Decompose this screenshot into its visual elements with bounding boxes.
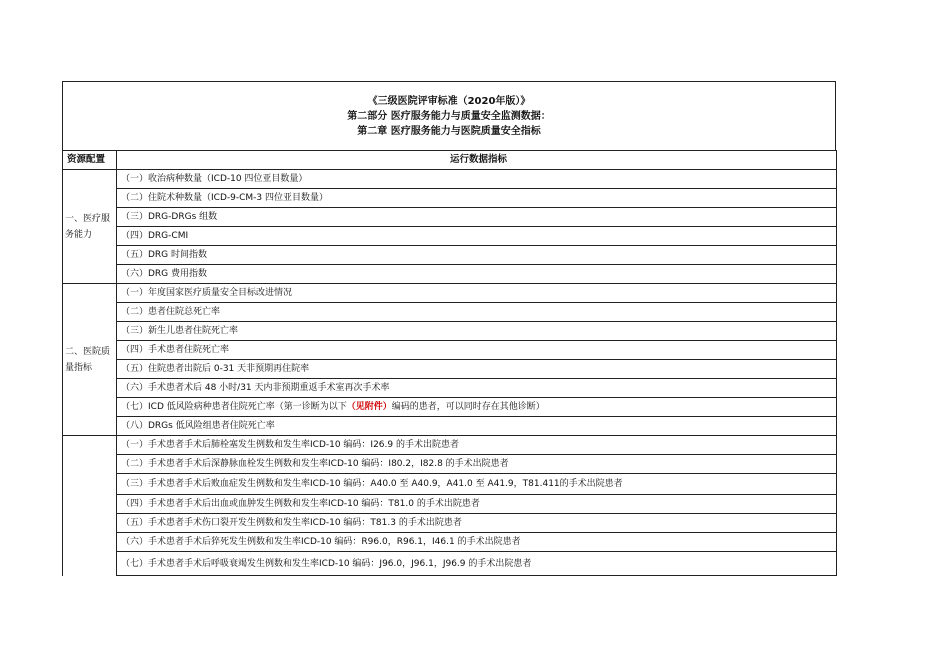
table-row	[63, 552, 837, 576]
indicator-text-after: 编码的患者，可以同时存在其他诊断）	[391, 402, 545, 412]
table-row	[63, 398, 837, 417]
table-row	[63, 495, 837, 514]
table-row	[63, 533, 837, 552]
indicator-cell: （三）新生儿患者住院死亡率	[117, 322, 837, 341]
category-cell: 一、医疗服务能力	[63, 170, 117, 284]
table-row	[63, 514, 837, 533]
table-row	[63, 436, 837, 455]
indicator-cell: （七）手术患者手术后呼吸衰竭发生例数和发生率ICD-10 编码：J96.0，J96.1，J96.9 的手术出院患者	[117, 552, 837, 576]
indicator-cell: （五）住院患者出院后 0-31 天非预期再住院率	[117, 360, 837, 379]
indicator-cell: （四）手术患者住院死亡率	[117, 341, 837, 360]
indicator-text-before: （七）ICD 低风险病种患者住院死亡率（第一诊断为以下	[121, 402, 347, 412]
indicator-cell: （二）患者住院总死亡率	[117, 303, 837, 322]
category-cell	[63, 436, 117, 576]
indicator-cell: （二）住院术种数量（ICD-9-CM-3 四位亚目数量）	[117, 189, 837, 208]
table-row	[63, 379, 837, 398]
indicator-cell: （一）收治病种数量（ICD-10 四位亚目数量）	[117, 170, 837, 189]
indicator-cell: （三）手术患者手术后败血症发生例数和发生率ICD-10 编码：A40.0 至 A40.9，A41.0 至 A41.9，T81.411的手术出院患者	[117, 474, 837, 495]
table-row	[63, 246, 837, 265]
header-resource-config: 资源配置	[63, 151, 117, 170]
table-row	[63, 303, 837, 322]
indicator-cell: （四）DRG-CMI	[117, 227, 837, 246]
indicator-cell: （二）手术患者手术后深静脉血栓发生例数和发生率ICD-10 编码：I80.2，I82.8 的手术出院患者	[117, 455, 837, 474]
indicator-cell	[117, 398, 837, 417]
table-row	[63, 474, 837, 495]
spreadsheet-sheet	[62, 81, 836, 576]
table-row	[63, 284, 837, 303]
indicator-cell: （三）DRG-DRGs 组数	[117, 208, 837, 227]
indicator-cell: （一）手术患者手术后肺栓塞发生例数和发生率ICD-10 编码：I26.9 的手术出院患者	[117, 436, 837, 455]
table-row	[63, 265, 837, 284]
category-cell: 二、医院质量指标	[63, 284, 117, 436]
table-row	[63, 322, 837, 341]
table-row	[63, 341, 837, 360]
table-row	[63, 360, 837, 379]
indicator-cell: （六）手术患者手术后猝死发生例数和发生率ICD-10 编码：R96.0，R96.1，I46.1 的手术出院患者	[117, 533, 837, 552]
table-row	[63, 189, 837, 208]
indicator-cell: （六）DRG 费用指数	[117, 265, 837, 284]
indicator-cell: （五）手术患者手术伤口裂开发生例数和发生率ICD-10 编码：T81.3 的手术出院患者	[117, 514, 837, 533]
table-row	[63, 227, 837, 246]
indicator-table	[62, 150, 837, 576]
indicator-cell: （六）手术患者术后 48 小时/31 天内非预期重返手术室再次手术率	[117, 379, 837, 398]
title-block	[62, 81, 836, 150]
indicator-cell: （八）DRGs 低风险组患者住院死亡率	[117, 417, 837, 436]
table-row	[63, 208, 837, 227]
table-row	[63, 417, 837, 436]
table-row	[63, 455, 837, 474]
table-row	[63, 170, 837, 189]
title-line-3: 第二章 医疗服务能力与医院质量安全指标	[357, 125, 541, 137]
indicator-cell: （四）手术患者手术后出血或血肿发生例数和发生率ICD-10 编码：T81.0 的手术出院患者	[117, 495, 837, 514]
title-line-2: 第二部分 医疗服务能力与质量安全监测数据：	[347, 110, 551, 122]
title-line-1: 《三级医院评审标准（2020年版）》	[367, 95, 531, 107]
attachment-reference: （见附件）	[346, 402, 392, 412]
table-header-row	[63, 151, 837, 170]
indicator-cell: （五）DRG 时间指数	[117, 246, 837, 265]
header-operating-indicators: 运行数据指标	[117, 151, 837, 170]
indicator-cell: （一）年度国家医疗质量安全目标改进情况	[117, 284, 837, 303]
